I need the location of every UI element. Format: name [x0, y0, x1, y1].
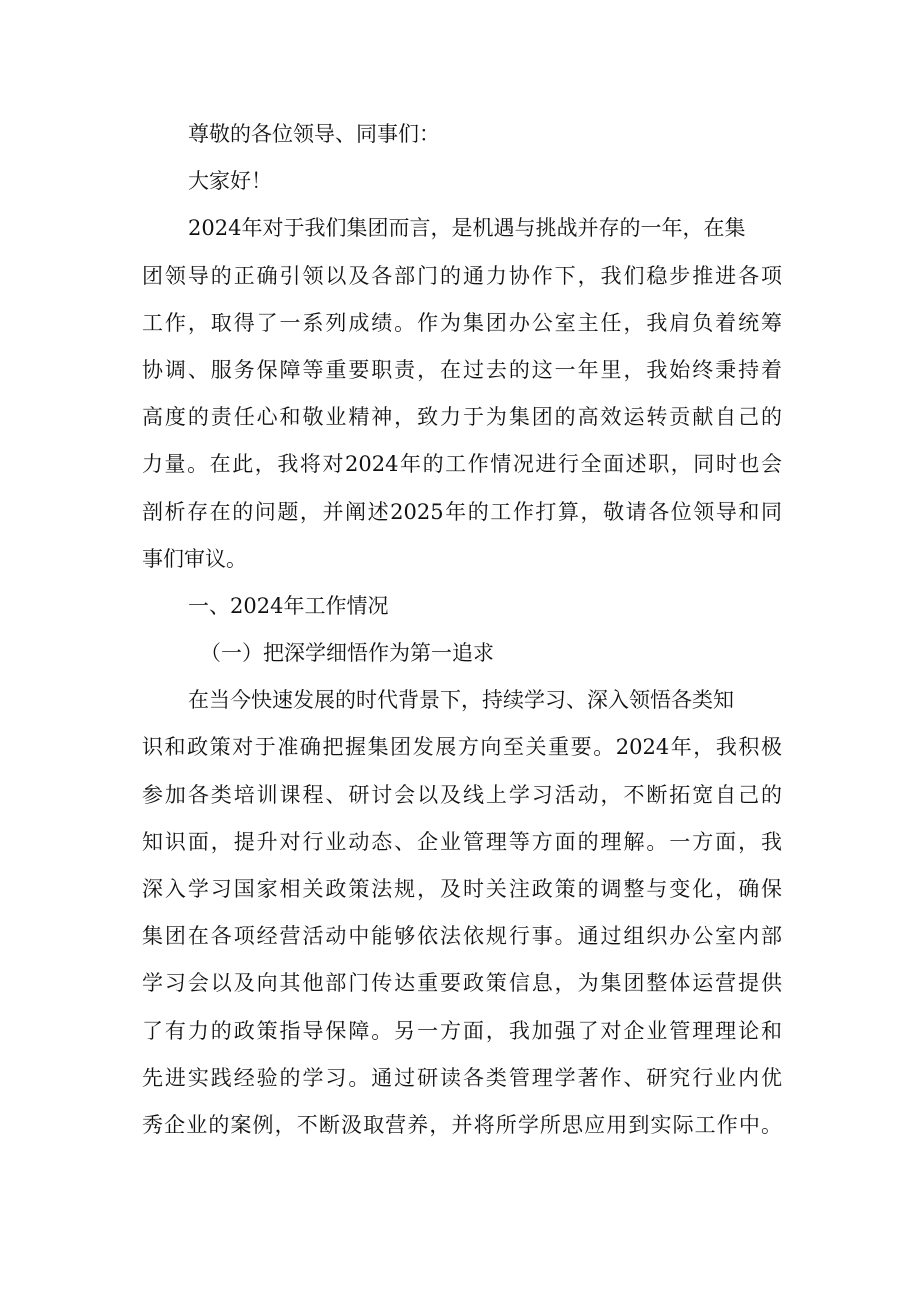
document-body	[142, 111, 782, 1149]
greeting: 大家好！	[188, 169, 272, 194]
paragraph-line: 事们审议。	[142, 546, 247, 571]
paragraph-line: 参加各类培训课程、研讨会以及线上学习活动，不断拓宽自己的	[142, 782, 782, 807]
paragraph-line: 协调、服务保障等重要职责，在过去的这一年里，我始终秉持着	[142, 357, 782, 382]
paragraph-line: 剖析存在的问题，并阐述2025年的工作打算，敬请各位领导和同	[142, 499, 782, 524]
paragraph-line: 集团在各项经营活动中能够依法依规行事。通过组织办公室内部	[142, 924, 782, 949]
subsection-heading: （一）把深学细悟作为第一追求	[200, 641, 494, 666]
paragraph-line: 秀企业的案例，不断汲取营养，并将所学所思应用到实际工作中。	[142, 1112, 782, 1137]
paragraph-line: 在当今快速发展的时代背景下，持续学习、深入领悟各类知	[188, 688, 734, 713]
paragraph-line: 团领导的正确引领以及各部门的通力协作下，我们稳步推进各项	[142, 263, 782, 288]
salutation: 尊敬的各位领导、同事们：	[188, 122, 440, 146]
paragraph-line: 高度的责任心和敬业精神，致力于为集团的高效运转贡献自己的	[142, 405, 782, 430]
paragraph-line: 2024年对于我们集团而言，是机遇与挑战并存的一年，在集	[188, 216, 746, 241]
paragraph-line: 识和政策对于准确把握集团发展方向至关重要。2024年，我积极	[142, 735, 782, 760]
paragraph-line: 知识面，提升对行业动态、企业管理等方面的理解。一方面，我	[142, 829, 782, 854]
paragraph-line: 先进实践经验的学习。通过研读各类管理学著作、研究行业内优	[142, 1065, 782, 1090]
paragraph-line: 深入学习国家相关政策法规，及时关注政策的调整与变化，确保	[142, 877, 782, 901]
intro-paragraph	[142, 205, 782, 583]
body-paragraph	[142, 677, 782, 1149]
paragraph-line: 力量。在此，我将对2024年的工作情况进行全面述职，同时也会	[142, 452, 782, 477]
section-heading: 一、2024年工作情况	[188, 593, 389, 618]
paragraph-line: 工作，取得了一系列成绩。作为集团办公室主任，我肩负着统筹	[142, 310, 782, 335]
paragraph-line: 了有力的政策指导保障。另一方面，我加强了对企业管理理论和	[142, 1018, 782, 1043]
paragraph-line: 学习会以及向其他部门传达重要政策信息，为集团整体运营提供	[142, 971, 782, 996]
